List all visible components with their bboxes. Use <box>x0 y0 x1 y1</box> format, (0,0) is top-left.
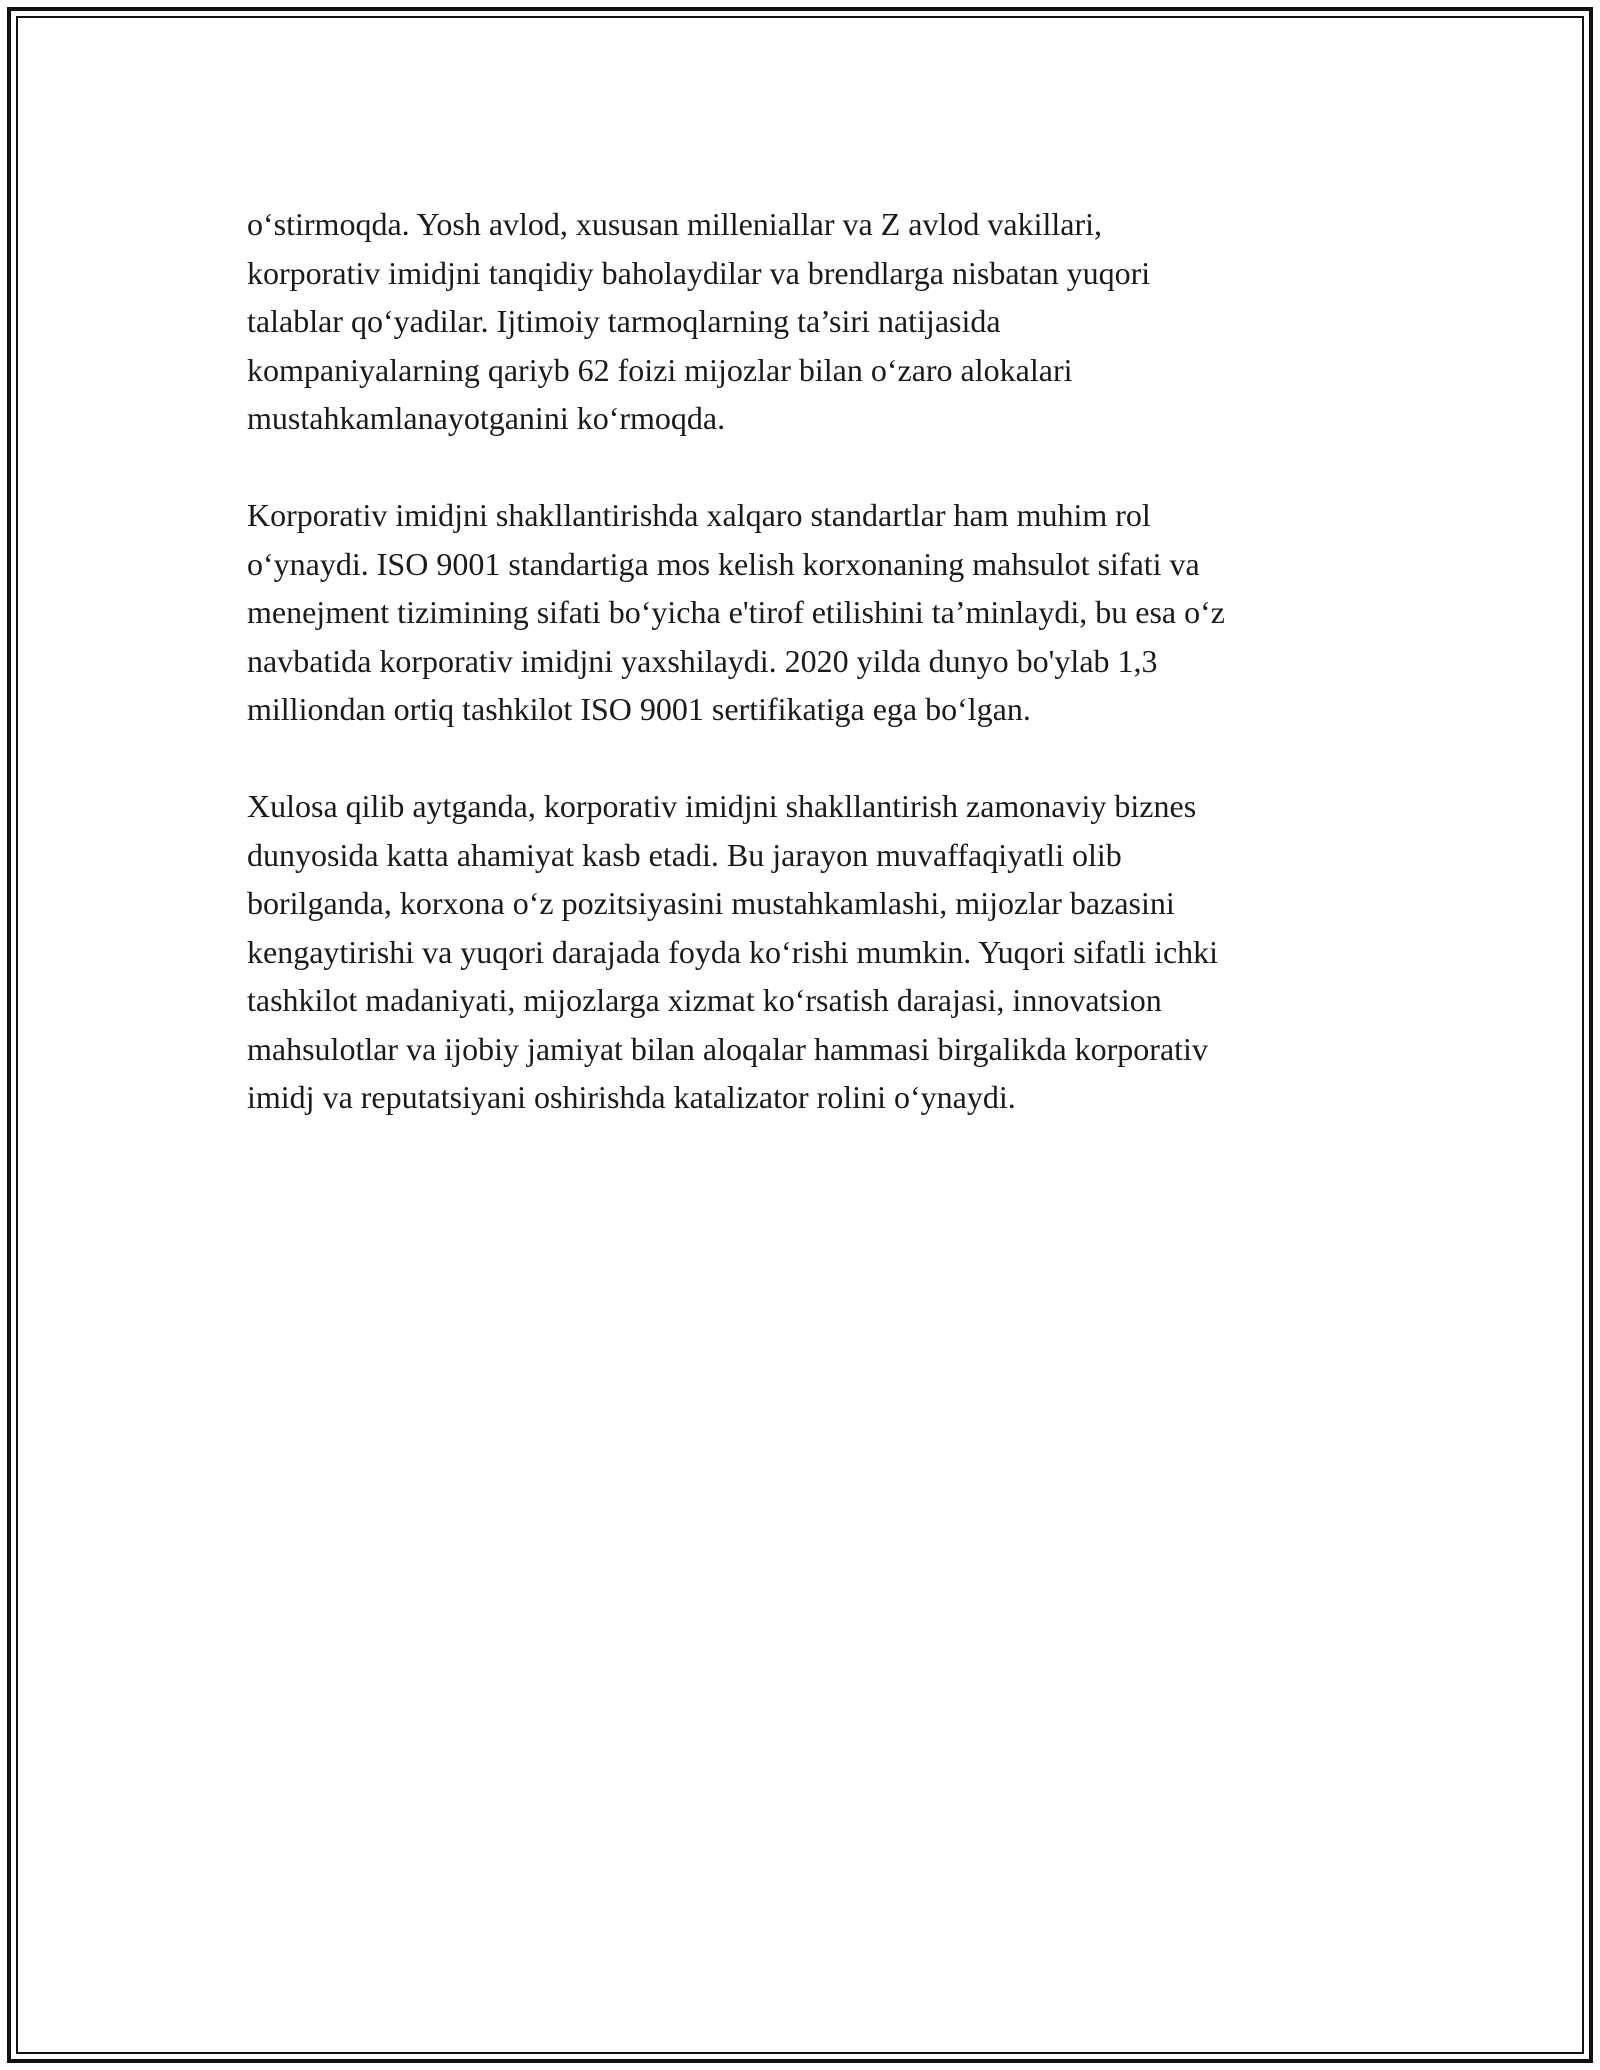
document-body <box>247 200 1377 1170</box>
page-border <box>7 7 1593 2063</box>
paragraph-social-media: o‘stirmoqda. Yosh avlod, xususan milleniallar va Z avlod vakillari, korporativ imidjni tanqidiy baholaydilar va brendlarga nisbatan yuqori talablar qo‘yadilar. Ijtimoiy tarmoqlarning ta’siri natijasida kompaniyalarning qariyb 62 foizi mijozlar bilan o‘zaro alokalari mustahkamlanayotganini ko‘rmoqda. <box>247 206 1151 436</box>
paragraph-iso-standards: Korporativ imidjni shakllantirishda xalqaro standartlar ham muhim rol o‘ynaydi. ISO 9001 standartiga mos kelish korxonaning mahsulot sifati va menejment tizimining sifati bo‘yicha e'tirof etilishini ta’minlaydi, bu esa o‘z navbatida korporativ imidjni yaxshilaydi. 2020 yilda dunyo bo'ylab 1,3 milliondan ortiq tashkilot ISO 9001 sertifikatiga ega bo‘lgan. <box>247 497 1225 727</box>
paragraph-conclusion: Xulosa qilib aytganda, korporativ imidjni shakllantirish zamonaviy biznes dunyosida katta ahamiyat kasb etadi. Bu jarayon muvaffaqiyatli olib borilganda, korxona o‘z pozitsiyasini mustahkamlashi, mijozlar bazasini kengaytirishi va yuqori darajada foyda ko‘rishi mumkin. Yuqori sifatli ichki tashkilot madaniyati, mijozlarga xizmat ko‘rsatish darajasi, innovatsion mahsulotlar va ijobiy jamiyat bilan aloqalar hammasi birgalikda korporativ imidj va reputatsiyani oshirishda katalizator rolini o‘ynaydi. <box>247 788 1219 1115</box>
